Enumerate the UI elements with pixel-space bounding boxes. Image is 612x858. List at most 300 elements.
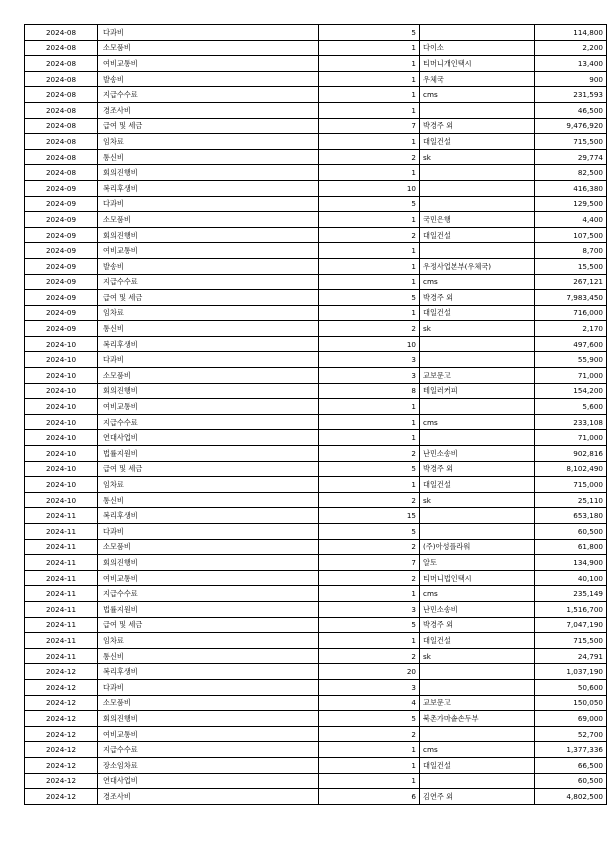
category-cell: 회의진행비: [98, 383, 319, 399]
ledger-row: [25, 524, 607, 540]
vendor-cell: sk: [420, 492, 535, 508]
vendor-cell: 다이소: [420, 40, 535, 56]
count-cell: 3: [319, 601, 420, 617]
vendor-cell: [420, 180, 535, 196]
month-cell: 2024-09: [25, 212, 98, 228]
amount-cell: 15,500: [535, 258, 607, 274]
amount-cell: 71,000: [535, 368, 607, 384]
ledger-row: [25, 87, 607, 103]
month-cell: 2024-10: [25, 430, 98, 446]
month-cell: 2024-08: [25, 118, 98, 134]
amount-cell: 129,500: [535, 196, 607, 212]
ledger-row: [25, 664, 607, 680]
category-cell: 여비교통비: [98, 570, 319, 586]
category-cell: 여비교통비: [98, 726, 319, 742]
vendor-cell: 대일건설: [420, 757, 535, 773]
vendor-cell: cms: [420, 414, 535, 430]
vendor-cell: 대일건설: [420, 227, 535, 243]
count-cell: 1: [319, 414, 420, 430]
count-cell: 2: [319, 570, 420, 586]
amount-cell: 1,377,336: [535, 742, 607, 758]
category-cell: 복리후생비: [98, 664, 319, 680]
category-cell: 임차료: [98, 305, 319, 321]
month-cell: 2024-08: [25, 71, 98, 87]
month-cell: 2024-12: [25, 726, 98, 742]
month-cell: 2024-10: [25, 477, 98, 493]
vendor-cell: [420, 352, 535, 368]
category-cell: 경조사비: [98, 789, 319, 805]
count-cell: 2: [319, 227, 420, 243]
count-cell: 1: [319, 56, 420, 72]
category-cell: 소모품비: [98, 539, 319, 555]
vendor-cell: 테일러커피: [420, 383, 535, 399]
amount-cell: 154,200: [535, 383, 607, 399]
count-cell: 5: [319, 524, 420, 540]
count-cell: 1: [319, 134, 420, 150]
count-cell: 5: [319, 290, 420, 306]
vendor-cell: 박경주 외: [420, 118, 535, 134]
amount-cell: 902,816: [535, 446, 607, 462]
count-cell: 7: [319, 118, 420, 134]
amount-cell: 231,593: [535, 87, 607, 103]
amount-cell: 715,500: [535, 134, 607, 150]
vendor-cell: (주)아성플라워: [420, 539, 535, 555]
month-cell: 2024-08: [25, 134, 98, 150]
count-cell: 1: [319, 243, 420, 259]
ledger-row: [25, 430, 607, 446]
amount-cell: 13,400: [535, 56, 607, 72]
amount-cell: 55,900: [535, 352, 607, 368]
ledger-row: [25, 679, 607, 695]
month-cell: 2024-11: [25, 586, 98, 602]
ledger-row: [25, 102, 607, 118]
count-cell: 1: [319, 773, 420, 789]
category-cell: 임차료: [98, 134, 319, 150]
vendor-cell: [420, 726, 535, 742]
amount-cell: 9,476,920: [535, 118, 607, 134]
month-cell: 2024-10: [25, 336, 98, 352]
ledger-row: [25, 368, 607, 384]
count-cell: 3: [319, 679, 420, 695]
amount-cell: 2,170: [535, 321, 607, 337]
month-cell: 2024-12: [25, 679, 98, 695]
category-cell: 여비교통비: [98, 399, 319, 415]
amount-cell: 900: [535, 71, 607, 87]
vendor-cell: 우정사업본부(우체국): [420, 258, 535, 274]
count-cell: 1: [319, 742, 420, 758]
month-cell: 2024-10: [25, 352, 98, 368]
category-cell: 장소임차료: [98, 757, 319, 773]
expense-ledger-sheet: [24, 24, 606, 805]
category-cell: 임차료: [98, 633, 319, 649]
amount-cell: 4,400: [535, 212, 607, 228]
ledger-row: [25, 352, 607, 368]
ledger-row: [25, 414, 607, 430]
category-cell: 다과비: [98, 25, 319, 41]
category-cell: 여비교통비: [98, 56, 319, 72]
ledger-row: [25, 586, 607, 602]
category-cell: 급여 및 세금: [98, 118, 319, 134]
amount-cell: 25,110: [535, 492, 607, 508]
amount-cell: 46,500: [535, 102, 607, 118]
amount-cell: 233,108: [535, 414, 607, 430]
ledger-row: [25, 274, 607, 290]
category-cell: 임차료: [98, 477, 319, 493]
ledger-row: [25, 555, 607, 571]
count-cell: 1: [319, 102, 420, 118]
category-cell: 급여 및 세금: [98, 617, 319, 633]
ledger-row: [25, 757, 607, 773]
expense-ledger-table: [24, 24, 607, 805]
amount-cell: 416,380: [535, 180, 607, 196]
vendor-cell: 국민은행: [420, 212, 535, 228]
vendor-cell: sk: [420, 648, 535, 664]
vendor-cell: 난민소송비: [420, 446, 535, 462]
month-cell: 2024-12: [25, 789, 98, 805]
count-cell: 3: [319, 352, 420, 368]
category-cell: 법률지원비: [98, 446, 319, 462]
category-cell: 복리후생비: [98, 508, 319, 524]
count-cell: 1: [319, 212, 420, 228]
ledger-row: [25, 165, 607, 181]
category-cell: 소모품비: [98, 368, 319, 384]
ledger-row: [25, 789, 607, 805]
ledger-row: [25, 601, 607, 617]
count-cell: 1: [319, 165, 420, 181]
month-cell: 2024-11: [25, 633, 98, 649]
amount-cell: 5,600: [535, 399, 607, 415]
category-cell: 지급수수료: [98, 274, 319, 290]
count-cell: 2: [319, 648, 420, 664]
month-cell: 2024-12: [25, 695, 98, 711]
vendor-cell: 김연주 외: [420, 789, 535, 805]
month-cell: 2024-09: [25, 227, 98, 243]
ledger-row: [25, 118, 607, 134]
ledger-row: [25, 773, 607, 789]
count-cell: 2: [319, 321, 420, 337]
ledger-row: [25, 742, 607, 758]
month-cell: 2024-12: [25, 711, 98, 727]
category-cell: 지급수수료: [98, 414, 319, 430]
vendor-cell: [420, 243, 535, 259]
category-cell: 회의진행비: [98, 711, 319, 727]
month-cell: 2024-11: [25, 555, 98, 571]
amount-cell: 69,000: [535, 711, 607, 727]
count-cell: 5: [319, 711, 420, 727]
category-cell: 회의진행비: [98, 165, 319, 181]
month-cell: 2024-12: [25, 664, 98, 680]
count-cell: 2: [319, 539, 420, 555]
amount-cell: 715,500: [535, 633, 607, 649]
amount-cell: 29,774: [535, 149, 607, 165]
count-cell: 1: [319, 430, 420, 446]
amount-cell: 7,983,450: [535, 290, 607, 306]
amount-cell: 8,102,490: [535, 461, 607, 477]
category-cell: 발송비: [98, 258, 319, 274]
ledger-row: [25, 305, 607, 321]
amount-cell: 2,200: [535, 40, 607, 56]
month-cell: 2024-11: [25, 617, 98, 633]
vendor-cell: [420, 25, 535, 41]
ledger-row: [25, 383, 607, 399]
ledger-row: [25, 290, 607, 306]
amount-cell: 7,047,190: [535, 617, 607, 633]
month-cell: 2024-10: [25, 383, 98, 399]
count-cell: 1: [319, 633, 420, 649]
month-cell: 2024-08: [25, 87, 98, 103]
count-cell: 1: [319, 757, 420, 773]
vendor-cell: 난민소송비: [420, 601, 535, 617]
amount-cell: 1,037,190: [535, 664, 607, 680]
vendor-cell: 대일건설: [420, 134, 535, 150]
vendor-cell: cms: [420, 87, 535, 103]
ledger-row: [25, 243, 607, 259]
count-cell: 2: [319, 492, 420, 508]
amount-cell: 40,100: [535, 570, 607, 586]
count-cell: 2: [319, 726, 420, 742]
month-cell: 2024-08: [25, 25, 98, 41]
month-cell: 2024-12: [25, 742, 98, 758]
count-cell: 1: [319, 477, 420, 493]
count-cell: 15: [319, 508, 420, 524]
category-cell: 통신비: [98, 492, 319, 508]
month-cell: 2024-09: [25, 305, 98, 321]
vendor-cell: [420, 102, 535, 118]
amount-cell: 71,000: [535, 430, 607, 446]
category-cell: 지급수수료: [98, 742, 319, 758]
category-cell: 소모품비: [98, 695, 319, 711]
amount-cell: 52,700: [535, 726, 607, 742]
ledger-row: [25, 71, 607, 87]
count-cell: 4: [319, 695, 420, 711]
month-cell: 2024-11: [25, 539, 98, 555]
month-cell: 2024-09: [25, 274, 98, 290]
category-cell: 복리후생비: [98, 180, 319, 196]
amount-cell: 107,500: [535, 227, 607, 243]
ledger-body: [25, 25, 607, 805]
month-cell: 2024-08: [25, 149, 98, 165]
category-cell: 급여 및 세금: [98, 290, 319, 306]
vendor-cell: [420, 679, 535, 695]
month-cell: 2024-09: [25, 258, 98, 274]
ledger-row: [25, 508, 607, 524]
amount-cell: 235,149: [535, 586, 607, 602]
amount-cell: 8,700: [535, 243, 607, 259]
count-cell: 5: [319, 196, 420, 212]
amount-cell: 60,500: [535, 524, 607, 540]
month-cell: 2024-10: [25, 461, 98, 477]
ledger-row: [25, 227, 607, 243]
amount-cell: 66,500: [535, 757, 607, 773]
category-cell: 회의진행비: [98, 555, 319, 571]
vendor-cell: 알토: [420, 555, 535, 571]
ledger-row: [25, 40, 607, 56]
vendor-cell: [420, 508, 535, 524]
category-cell: 소모품비: [98, 212, 319, 228]
ledger-row: [25, 399, 607, 415]
month-cell: 2024-09: [25, 290, 98, 306]
category-cell: 다과비: [98, 524, 319, 540]
category-cell: 소모품비: [98, 40, 319, 56]
category-cell: 다과비: [98, 196, 319, 212]
ledger-row: [25, 180, 607, 196]
vendor-cell: 교보문고: [420, 368, 535, 384]
category-cell: 회의진행비: [98, 227, 319, 243]
month-cell: 2024-11: [25, 601, 98, 617]
month-cell: 2024-08: [25, 56, 98, 72]
vendor-cell: 티머니개인택시: [420, 56, 535, 72]
category-cell: 다과비: [98, 352, 319, 368]
ledger-row: [25, 633, 607, 649]
category-cell: 지급수수료: [98, 87, 319, 103]
count-cell: 5: [319, 25, 420, 41]
month-cell: 2024-10: [25, 446, 98, 462]
count-cell: 1: [319, 305, 420, 321]
amount-cell: 134,900: [535, 555, 607, 571]
category-cell: 연대사업비: [98, 773, 319, 789]
category-cell: 연대사업비: [98, 430, 319, 446]
ledger-row: [25, 446, 607, 462]
vendor-cell: sk: [420, 321, 535, 337]
ledger-row: [25, 570, 607, 586]
vendor-cell: 우체국: [420, 71, 535, 87]
vendor-cell: sk: [420, 149, 535, 165]
ledger-row: [25, 212, 607, 228]
category-cell: 통신비: [98, 321, 319, 337]
month-cell: 2024-09: [25, 321, 98, 337]
count-cell: 5: [319, 461, 420, 477]
ledger-row: [25, 196, 607, 212]
vendor-cell: 대일건설: [420, 477, 535, 493]
month-cell: 2024-11: [25, 570, 98, 586]
amount-cell: 24,791: [535, 648, 607, 664]
month-cell: 2024-10: [25, 368, 98, 384]
ledger-row: [25, 477, 607, 493]
vendor-cell: 교보문고: [420, 695, 535, 711]
category-cell: 복리후생비: [98, 336, 319, 352]
amount-cell: 1,516,700: [535, 601, 607, 617]
vendor-cell: 박경주 외: [420, 617, 535, 633]
vendor-cell: cms: [420, 274, 535, 290]
month-cell: 2024-10: [25, 492, 98, 508]
count-cell: 20: [319, 664, 420, 680]
ledger-row: [25, 711, 607, 727]
count-cell: 1: [319, 586, 420, 602]
category-cell: 법률지원비: [98, 601, 319, 617]
vendor-cell: 대일건설: [420, 633, 535, 649]
count-cell: 1: [319, 399, 420, 415]
vendor-cell: cms: [420, 742, 535, 758]
month-cell: 2024-09: [25, 243, 98, 259]
ledger-row: [25, 695, 607, 711]
month-cell: 2024-12: [25, 757, 98, 773]
vendor-cell: [420, 664, 535, 680]
month-cell: 2024-09: [25, 180, 98, 196]
amount-cell: 150,050: [535, 695, 607, 711]
month-cell: 2024-10: [25, 414, 98, 430]
vendor-cell: 북촌가마솥손두부: [420, 711, 535, 727]
vendor-cell: 티머니법인택시: [420, 570, 535, 586]
category-cell: 여비교통비: [98, 243, 319, 259]
month-cell: 2024-11: [25, 648, 98, 664]
vendor-cell: [420, 196, 535, 212]
count-cell: 5: [319, 617, 420, 633]
category-cell: 급여 및 세금: [98, 461, 319, 477]
count-cell: 2: [319, 446, 420, 462]
count-cell: 6: [319, 789, 420, 805]
ledger-row: [25, 617, 607, 633]
month-cell: 2024-08: [25, 102, 98, 118]
category-cell: 다과비: [98, 679, 319, 695]
ledger-row: [25, 149, 607, 165]
vendor-cell: 박경주 외: [420, 290, 535, 306]
amount-cell: 114,800: [535, 25, 607, 41]
count-cell: 1: [319, 274, 420, 290]
ledger-row: [25, 134, 607, 150]
count-cell: 1: [319, 71, 420, 87]
amount-cell: 716,000: [535, 305, 607, 321]
category-cell: 통신비: [98, 648, 319, 664]
ledger-row: [25, 336, 607, 352]
category-cell: 발송비: [98, 71, 319, 87]
amount-cell: 653,180: [535, 508, 607, 524]
count-cell: 10: [319, 336, 420, 352]
ledger-row: [25, 726, 607, 742]
month-cell: 2024-11: [25, 524, 98, 540]
vendor-cell: 대일건설: [420, 305, 535, 321]
ledger-row: [25, 321, 607, 337]
ledger-row: [25, 461, 607, 477]
amount-cell: 267,121: [535, 274, 607, 290]
vendor-cell: [420, 336, 535, 352]
vendor-cell: cms: [420, 586, 535, 602]
amount-cell: 50,600: [535, 679, 607, 695]
month-cell: 2024-08: [25, 40, 98, 56]
count-cell: 7: [319, 555, 420, 571]
count-cell: 2: [319, 149, 420, 165]
vendor-cell: [420, 524, 535, 540]
vendor-cell: [420, 430, 535, 446]
count-cell: 1: [319, 87, 420, 103]
amount-cell: 60,500: [535, 773, 607, 789]
ledger-row: [25, 258, 607, 274]
vendor-cell: [420, 399, 535, 415]
vendor-cell: 박경주 외: [420, 461, 535, 477]
count-cell: 8: [319, 383, 420, 399]
month-cell: 2024-12: [25, 773, 98, 789]
month-cell: 2024-10: [25, 399, 98, 415]
category-cell: 경조사비: [98, 102, 319, 118]
count-cell: 10: [319, 180, 420, 196]
vendor-cell: [420, 165, 535, 181]
amount-cell: 497,600: [535, 336, 607, 352]
ledger-row: [25, 539, 607, 555]
vendor-cell: [420, 773, 535, 789]
month-cell: 2024-11: [25, 508, 98, 524]
month-cell: 2024-08: [25, 165, 98, 181]
amount-cell: 61,800: [535, 539, 607, 555]
ledger-row: [25, 56, 607, 72]
amount-cell: 715,000: [535, 477, 607, 493]
ledger-row: [25, 492, 607, 508]
count-cell: 1: [319, 258, 420, 274]
month-cell: 2024-09: [25, 196, 98, 212]
ledger-row: [25, 648, 607, 664]
count-cell: 1: [319, 40, 420, 56]
ledger-row: [25, 25, 607, 41]
amount-cell: 4,802,500: [535, 789, 607, 805]
category-cell: 통신비: [98, 149, 319, 165]
